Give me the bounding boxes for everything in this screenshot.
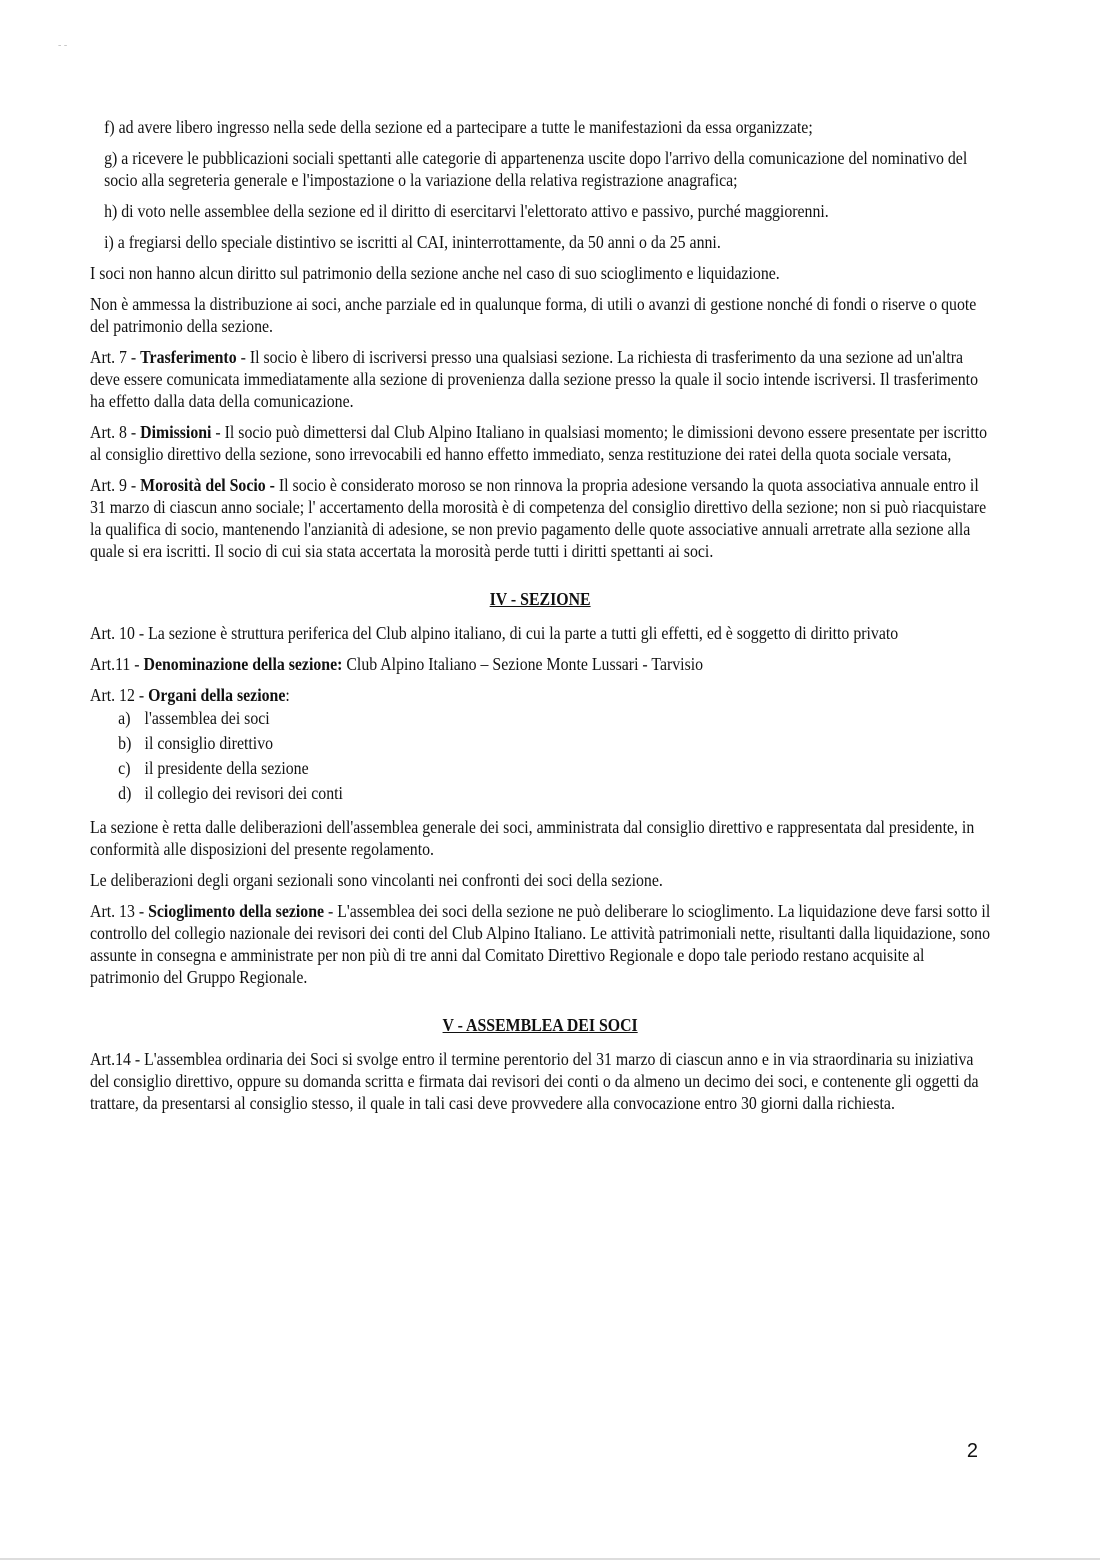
- article-9-prefix: Art. 9 -: [90, 475, 141, 495]
- article-12-title: Organi della sezione: [148, 685, 286, 705]
- article-9-text: Il socio è considerato moroso se non rinnova la propria adesione versando la quota associativa annuale entro il 31 marzo di ciascun anno sociale; l' accertamento della morosità è di competenza del consiglio direttivo della sezione; non si può riacquistare la qualifica di socio, mantenendo l'anzianità di adesione, se non previo pagamento delle quote associative annuali arretrate alla sezione alla quale si era iscritti. Il socio di cui sia stata accertata la morosità perde tutti i diritti spettanti ai soci.: [90, 475, 987, 561]
- article-8-prefix: Art. 8 -: [90, 422, 141, 442]
- corner-mark: - -: [58, 40, 68, 51]
- article-7: [90, 346, 990, 412]
- article-9-title: Morosità del Socio -: [140, 475, 275, 495]
- article-9: [90, 474, 990, 562]
- list-item-text: il presidente della sezione: [144, 758, 309, 778]
- document-body: [90, 116, 990, 1123]
- list-item: [118, 731, 990, 756]
- article-11: [90, 653, 990, 675]
- article-7-title: Trasferimento: [140, 347, 237, 367]
- article-12-prefix: Art. 12 -: [90, 685, 149, 705]
- article-10: Art. 10 - La sezione è struttura periferica del Club alpino italiano, di cui la parte a tutti gli effetti, ed è soggetto di diritto privato: [90, 623, 899, 643]
- section-heading-iv: IV - SEZIONE: [489, 589, 591, 609]
- list-item: [118, 706, 990, 731]
- article-13-text: - L'assemblea dei soci della sezione ne può deliberare lo scioglimento. La liquidazione deve farsi sotto il controllo del collegio nazionale dei revisori dei conti del Club Alpino Italiano. Le attività patrimoniali nette, risultanti dalla liquidazione, sono assunte in consegna e amministrate per non più di tre anni dal Comitato Direttivo Regionale e dopo tale periodo restano acquisite al patrimonio del Gruppo Regionale.: [90, 901, 991, 987]
- article-11-text: Club Alpino Italiano – Sezione Monte Lussari - Tarvisio: [342, 654, 704, 674]
- scan-edge-divider: [0, 1558, 1100, 1560]
- list-item-text: il collegio dei revisori dei conti: [144, 783, 343, 803]
- item-i: i) a fregiarsi dello speciale distintivo se iscritti al CAI, ininterrottamente, da 50 anni o da 25 anni.: [104, 232, 721, 252]
- paragraph-binding: Le deliberazioni degli organi sezionali sono vincolanti nei confronti dei soci della sezione.: [90, 870, 663, 890]
- item-f: f) ad avere libero ingresso nella sede della sezione ed a partecipare a tutte le manifestazioni da essa organizzate;: [104, 117, 813, 137]
- paragraph-no-distribution: Non è ammessa la distribuzione ai soci, anche parziale ed in qualunque forma, di utili o avanzi di gestione nonché di fondi o riserve o quote del patrimonio della sezione.: [90, 294, 977, 336]
- list-item: [118, 756, 990, 781]
- list-item-letter: c): [118, 758, 131, 778]
- article-8-title: Dimissioni: [140, 422, 212, 442]
- article-13: [90, 900, 990, 988]
- paragraph-governance: La sezione è retta dalle deliberazioni dell'assemblea generale dei soci, amministrata dal consiglio direttivo e rappresentata dal presidente, in conformità alle disposizioni del presente regolamento.: [90, 817, 975, 859]
- article-13-title: Scioglimento della sezione: [148, 901, 325, 921]
- article-12: [90, 684, 990, 706]
- list-item-letter: b): [118, 733, 132, 753]
- article-7-prefix: Art. 7 -: [90, 347, 141, 367]
- item-g: g) a ricevere le pubblicazioni sociali spettanti alle categorie di appartenenza uscite dopo l'arrivo della comunicazione del nominativo del socio alla segreteria generale e l'impostazione o la variazione della relativa registrazione anagrafica;: [104, 148, 968, 190]
- list-item-letter: a): [118, 708, 131, 728]
- list-item-text: il consiglio direttivo: [144, 733, 274, 753]
- article-8-text: - Il socio può dimettersi dal Club Alpino Italiano in qualsiasi momento; le dimissioni devono essere presentate per iscritto al consiglio direttivo della sezione, sono irrevocabili ed hanno effetto immediato, senza restituzione dei ratei della quota sociale versata,: [90, 422, 988, 464]
- organs-list: [118, 706, 990, 806]
- article-11-prefix: Art.11 -: [90, 654, 144, 674]
- article-14: Art.14 - L'assemblea ordinaria dei Soci si svolge entro il termine perentorio del 31 marzo di ciascun anno e in via straordinaria su iniziativa del consiglio direttivo, oppure su domanda scritta e firmata dai revisori dei conti o da almeno un decimo dei soci, e contenente gli oggetti da trattare, da presentarsi al consiglio stesso, il quale in tali casi deve provvedere alla convocazione entro 30 giorni dalla richiesta.: [90, 1049, 979, 1113]
- list-item-letter: d): [118, 783, 132, 803]
- section-heading-v: V - ASSEMBLEA DEI SOCI: [442, 1015, 638, 1035]
- article-8: [90, 421, 990, 465]
- list-item: [118, 781, 990, 806]
- article-12-suffix: :: [285, 685, 290, 705]
- article-7-text: - Il socio è libero di iscriversi presso una qualsiasi sezione. La richiesta di trasferimento da una sezione ad un'altra deve essere comunicata immediatamente alla sezione di provenienza dalla sezione presso la quale il socio intende iscriversi. Il trasferimento ha effetto dalla data della comunicazione.: [90, 347, 979, 411]
- article-11-title: Denominazione della sezione:: [143, 654, 343, 674]
- article-13-prefix: Art. 13 -: [90, 901, 149, 921]
- paragraph-no-rights: I soci non hanno alcun diritto sul patrimonio della sezione anche nel caso di suo scioglimento e liquidazione.: [90, 263, 780, 283]
- item-h: h) di voto nelle assemblee della sezione ed il diritto di esercitarvi l'elettorato attivo e passivo, purché maggiorenni.: [104, 201, 829, 221]
- list-item-text: l'assemblea dei soci: [144, 708, 270, 728]
- page-number: 2: [966, 1440, 978, 1462]
